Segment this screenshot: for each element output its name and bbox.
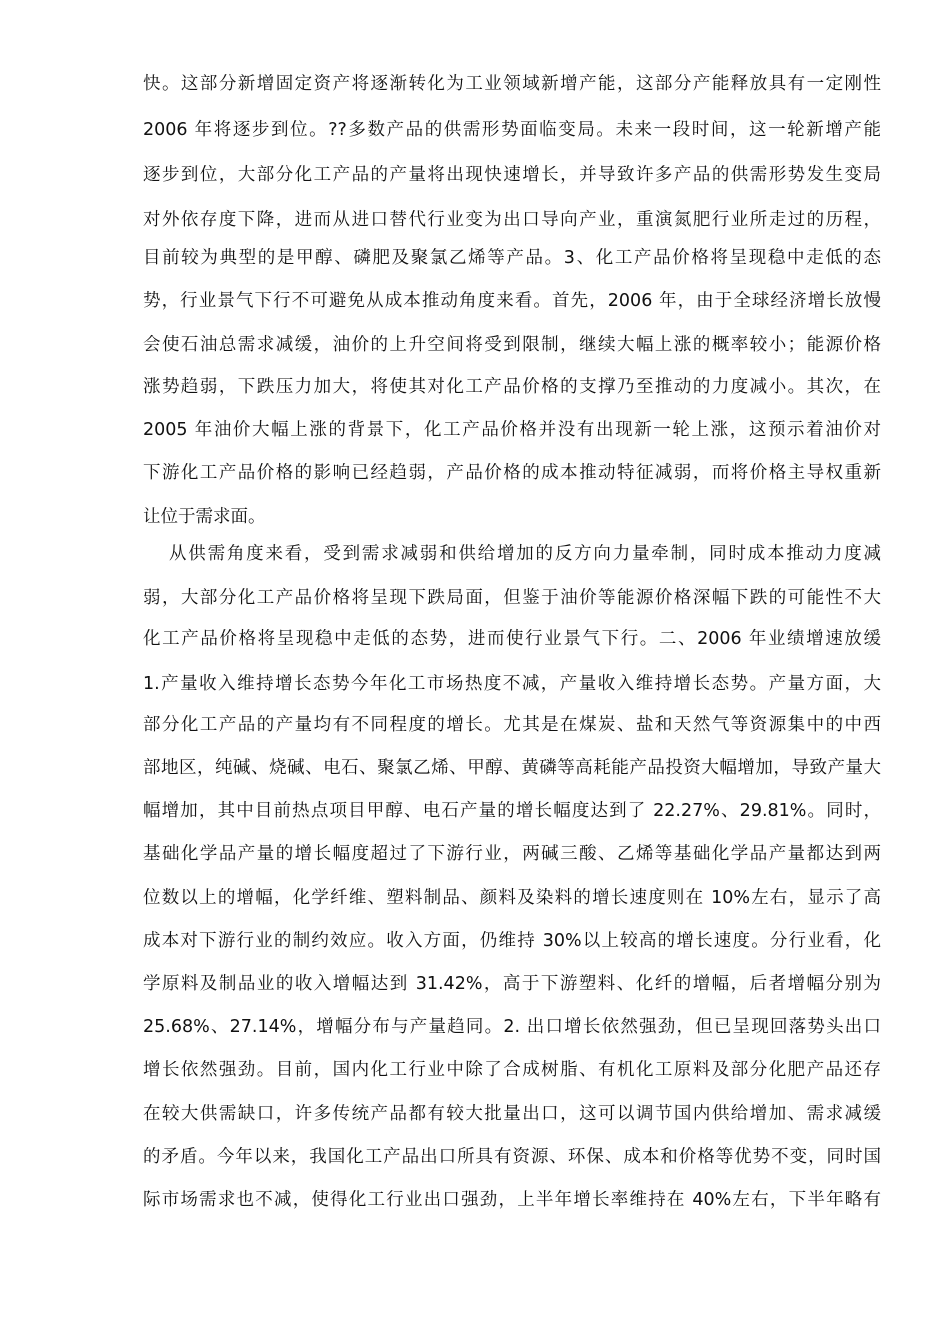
text-line: 逐步到位，大部分化工产品的产量将出现快速增长，并导致许多产品的供需形势发生变局: [143, 165, 881, 185]
text-line: 位数以上的增幅，化学纤维、塑料制品、颜料及染料的增长速度则在 10%左右，显示了高: [143, 888, 881, 908]
text-line: 会使石油总需求减缓，油价的上升空间将受到限制，继续大幅上涨的概率较小；能源价格: [143, 335, 881, 355]
text-line: 2005 年油价大幅上涨的背景下，化工产品价格并没有出现新一轮上涨，这预示着油价对: [143, 420, 881, 440]
text-line: 25.68%、27.14%，增幅分布与产量趋同。2. 出口增长依然强劲，但已呈现回落势头出口: [143, 1017, 881, 1037]
text-line: 增长依然强劲。目前，国内化工行业中除了合成树脂、有机化工原料及部分化肥产品还存: [143, 1060, 881, 1080]
text-line: 际市场需求也不减，使得化工行业出口强劲，上半年增长率维持在 40%左右，下半年略有: [143, 1190, 881, 1210]
text-line: 弱，大部分化工产品价格将呈现下跌局面，但鉴于油价等能源价格深幅下跌的可能性不大: [143, 588, 881, 608]
text-line: 部分化工产品的产量均有不同程度的增长。尤其是在煤炭、盐和天然气等资源集中的中西: [143, 715, 881, 735]
text-line: 部地区，纯碱、烧碱、电石、聚氯乙烯、甲醇、黄磷等高耗能产品投资大幅增加，导致产量大: [143, 758, 881, 778]
text-line: 化工产品价格将呈现稳中走低的态势，进而使行业景气下行。二、2006 年业绩增速放缓: [143, 629, 881, 649]
text-line: 1.产量收入维持增长态势今年化工市场热度不减，产量收入维持增长态势。产量方面，大: [143, 674, 881, 694]
text-line: 让位于需求面。: [143, 507, 266, 527]
text-line: 幅增加，其中目前热点项目甲醇、电石产量的增长幅度达到了 22.27%、29.81%。同时，: [143, 801, 881, 821]
text-line: 学原料及制品业的收入增幅达到 31.42%，高于下游塑料、化纤的增幅，后者增幅分别为: [143, 974, 881, 994]
text-line: 涨势趋弱，下跌压力加大，将使其对化工产品价格的支撑乃至推动的力度减小。其次，在: [143, 377, 881, 397]
text-line: 对外依存度下降，进而从进口替代行业变为出口导向产业，重演氮肥行业所走过的历程，: [143, 210, 881, 230]
text-line: 在较大供需缺口，许多传统产品都有较大批量出口，这可以调节国内供给增加、需求减缓: [143, 1104, 881, 1124]
text-line: 目前较为典型的是甲醇、磷肥及聚氯乙烯等产品。3、化工产品价格将呈现稳中走低的态: [143, 248, 881, 268]
text-line: 下游化工产品价格的影响已经趋弱，产品价格的成本推动特征减弱，而将价格主导权重新: [143, 463, 881, 483]
text-line: 2006 年将逐步到位。??多数产品的供需形势面临变局。未来一段时间，这一轮新增产能: [143, 120, 881, 140]
text-line: 基础化学品产量的增长幅度超过了下游行业，两碱三酸、乙烯等基础化学品产量都达到两: [143, 844, 881, 864]
text-line: 快。这部分新增固定资产将逐渐转化为工业领域新增产能，这部分产能释放具有一定刚性: [143, 74, 881, 94]
text-line: 的矛盾。今年以来，我国化工产品出口所具有资源、环保、成本和价格等优势不变，同时国: [143, 1147, 881, 1167]
text-line: 势，行业景气下行不可避免从成本推动角度来看。首先，2006 年，由于全球经济增长放慢: [143, 291, 881, 311]
text-line: 成本对下游行业的制约效应。收入方面，仍维持 30%以上较高的增长速度。分行业看，化: [143, 931, 881, 951]
paragraph-first-line: 从供需角度来看，受到需求减弱和供给增加的反方向力量牵制，同时成本推动力度减: [169, 544, 881, 564]
